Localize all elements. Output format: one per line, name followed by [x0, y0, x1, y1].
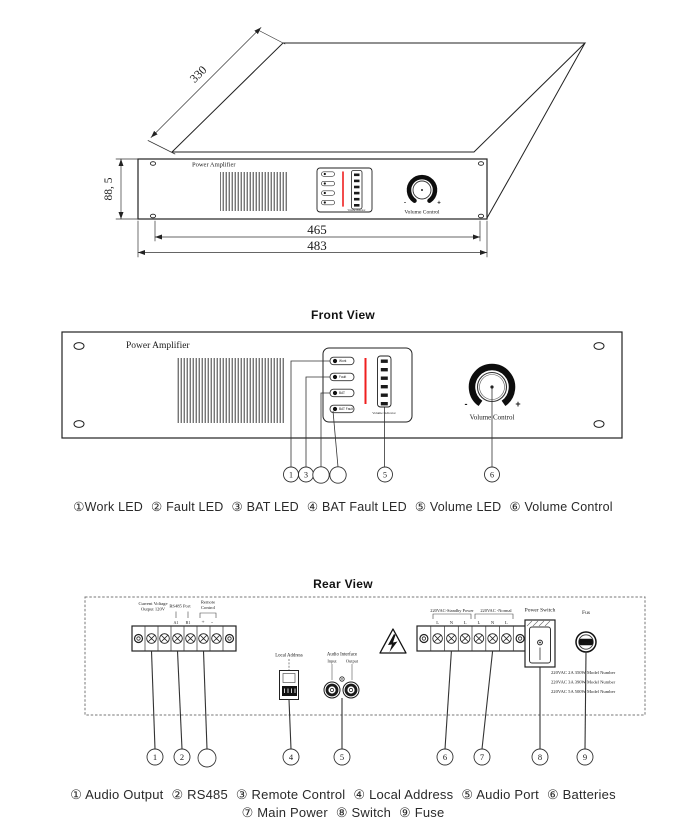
audio-output-jack-label: Output	[345, 658, 359, 664]
dim-height	[116, 159, 138, 219]
rear-panel	[85, 597, 645, 715]
remote-minus-label: -	[211, 619, 213, 626]
fuse-text: FUSE	[581, 641, 591, 646]
rear-legend-item-7: ⑦ Main Power	[241, 805, 328, 820]
rear-callout-9: 9	[582, 752, 588, 762]
front-volume-indicator-label: Volume Indicator	[372, 411, 396, 415]
front-view-title: Front View	[310, 308, 376, 322]
iso-right-lower-edge	[487, 172, 513, 218]
standby-power-label: 220VAC-Standby Power	[430, 608, 474, 613]
dim-height-value: 88, 5	[103, 177, 115, 201]
iso-volume-bar	[352, 171, 363, 210]
front-callout-circles	[284, 467, 500, 483]
rs485-a-label: A1	[173, 620, 179, 625]
rear-callout-numbers	[153, 752, 587, 762]
rear-legend-item-6: ⑥ Batteries	[547, 787, 616, 802]
power-switch-label: Power Switch	[524, 607, 556, 614]
rear-callout-2: 2	[179, 752, 185, 762]
remote-control-label-2: Control	[200, 605, 216, 610]
phase-marker-5: N	[490, 620, 495, 625]
rear-callout-5: 5	[339, 752, 345, 762]
front-view	[62, 332, 622, 483]
audio-output-terminal-block	[132, 626, 236, 651]
rear-legend-item-2: ② RS485	[171, 787, 228, 802]
front-led-cluster	[323, 348, 412, 422]
remote-control-label-1: Remote	[200, 599, 216, 605]
rear-callout-8: 8	[537, 752, 543, 762]
model-line-3: 220VAC 5A 500W Model Number	[551, 689, 616, 694]
led-label-bat-fault: BAT Fault	[339, 407, 353, 412]
rs485-port-label: RS485 Port	[169, 603, 191, 609]
iso-minus-label: -	[404, 200, 406, 207]
dim-overall-width-value: 483	[307, 238, 327, 253]
power-terminal-block	[417, 626, 527, 651]
audio-output-label-1: Current Voltage	[138, 601, 168, 606]
dim-depth-value: 330	[186, 62, 210, 86]
rear-legend-item-4: ④ Local Address	[353, 787, 454, 802]
iso-plus-label: +	[437, 200, 441, 207]
audio-output-label-2: Output 120V	[140, 606, 166, 612]
phase-marker-4: L	[477, 620, 481, 625]
phase-marker-6: L	[504, 620, 508, 625]
model-line-1: 220VAC 2A 350W Model Number	[551, 670, 616, 675]
iso-ventilation-slots	[220, 172, 287, 211]
iso-top-face	[172, 43, 585, 152]
phase-marker-2: N	[449, 620, 454, 625]
rear-legend-item-5: ⑤ Audio Port	[461, 787, 539, 802]
front-callout-2: 3	[304, 470, 308, 480]
rear-callout-7: 7	[479, 752, 485, 762]
led-label-bat: BAT	[339, 391, 345, 396]
iso-volume-indicator-label: Volume Indicator	[347, 209, 366, 212]
model-number-lines	[551, 670, 616, 694]
front-volume-bar	[378, 356, 392, 407]
rear-legend-item-8: ⑧ Switch	[335, 805, 392, 820]
rear-view	[85, 597, 645, 767]
normal-power-label: 220VAC -Normal	[480, 608, 512, 613]
rear-legend-item-9: ⑨ Fuse	[399, 805, 445, 820]
audio-screw-dot	[341, 678, 342, 679]
audio-interface-label: Audio Interface	[326, 652, 358, 658]
front-legend-item-3: ③ BAT LED	[231, 500, 299, 514]
front-plus-label: +	[515, 399, 521, 409]
front-callout-1: 1	[289, 470, 293, 480]
rs485-b-label: B1	[185, 620, 191, 625]
audio-input-label: Input	[327, 658, 337, 664]
front-legend-item-2: ② Fault LED	[151, 500, 224, 514]
front-panel-title: Power Amplifier	[126, 341, 190, 351]
front-callout-5: 5	[383, 470, 387, 480]
rear-callout-4: 4	[288, 752, 294, 762]
isometric-view	[103, 28, 585, 258]
rear-callout-6: 6	[442, 752, 448, 762]
front-callout-6: 6	[490, 470, 494, 480]
front-legend	[0, 499, 686, 514]
phase-marker-3: L	[463, 620, 467, 625]
front-legend-item-4: ④ BAT Fault LED	[306, 500, 407, 514]
phase-marker-1: L	[436, 620, 440, 625]
front-ventilation-slots	[176, 358, 284, 423]
rear-view-title: Rear View	[313, 577, 373, 591]
front-legend-item-6: ⑥ Volume Control	[509, 500, 613, 514]
front-legend-item-5: ⑤ Volume LED	[414, 500, 502, 514]
remote-plus-label: +	[201, 619, 205, 626]
rear-legend-line1	[0, 787, 686, 803]
rear-legend-item-1: ① Audio Output	[70, 787, 164, 802]
power-switch-dot-center	[539, 642, 541, 644]
front-volume-control-label: Volume Control	[469, 413, 515, 422]
led-label-work: Work	[339, 359, 347, 364]
rear-legend-line2	[0, 805, 686, 821]
local-address-label: Local Address	[275, 653, 303, 659]
front-minus-label: -	[464, 399, 468, 409]
rear-callout-1: 1	[152, 752, 158, 762]
iso-led-cluster	[317, 168, 372, 212]
led-label-fault: Fault	[339, 375, 347, 380]
iso-volume-control-label: Volume Control	[404, 209, 440, 216]
rear-legend-item-3: ③ Remote Control	[235, 787, 346, 802]
iso-panel-title: Power Amplifier	[192, 161, 236, 169]
rear-callout-circles	[147, 749, 593, 767]
front-legend-item-1: ①Work LED	[73, 500, 144, 514]
knob-center-dot	[490, 385, 493, 388]
dim-mount-width-value: 465	[307, 222, 327, 237]
fuse-label: Fus	[582, 610, 590, 616]
model-line-2: 220VAC 3A 390W Model Number	[551, 679, 616, 685]
